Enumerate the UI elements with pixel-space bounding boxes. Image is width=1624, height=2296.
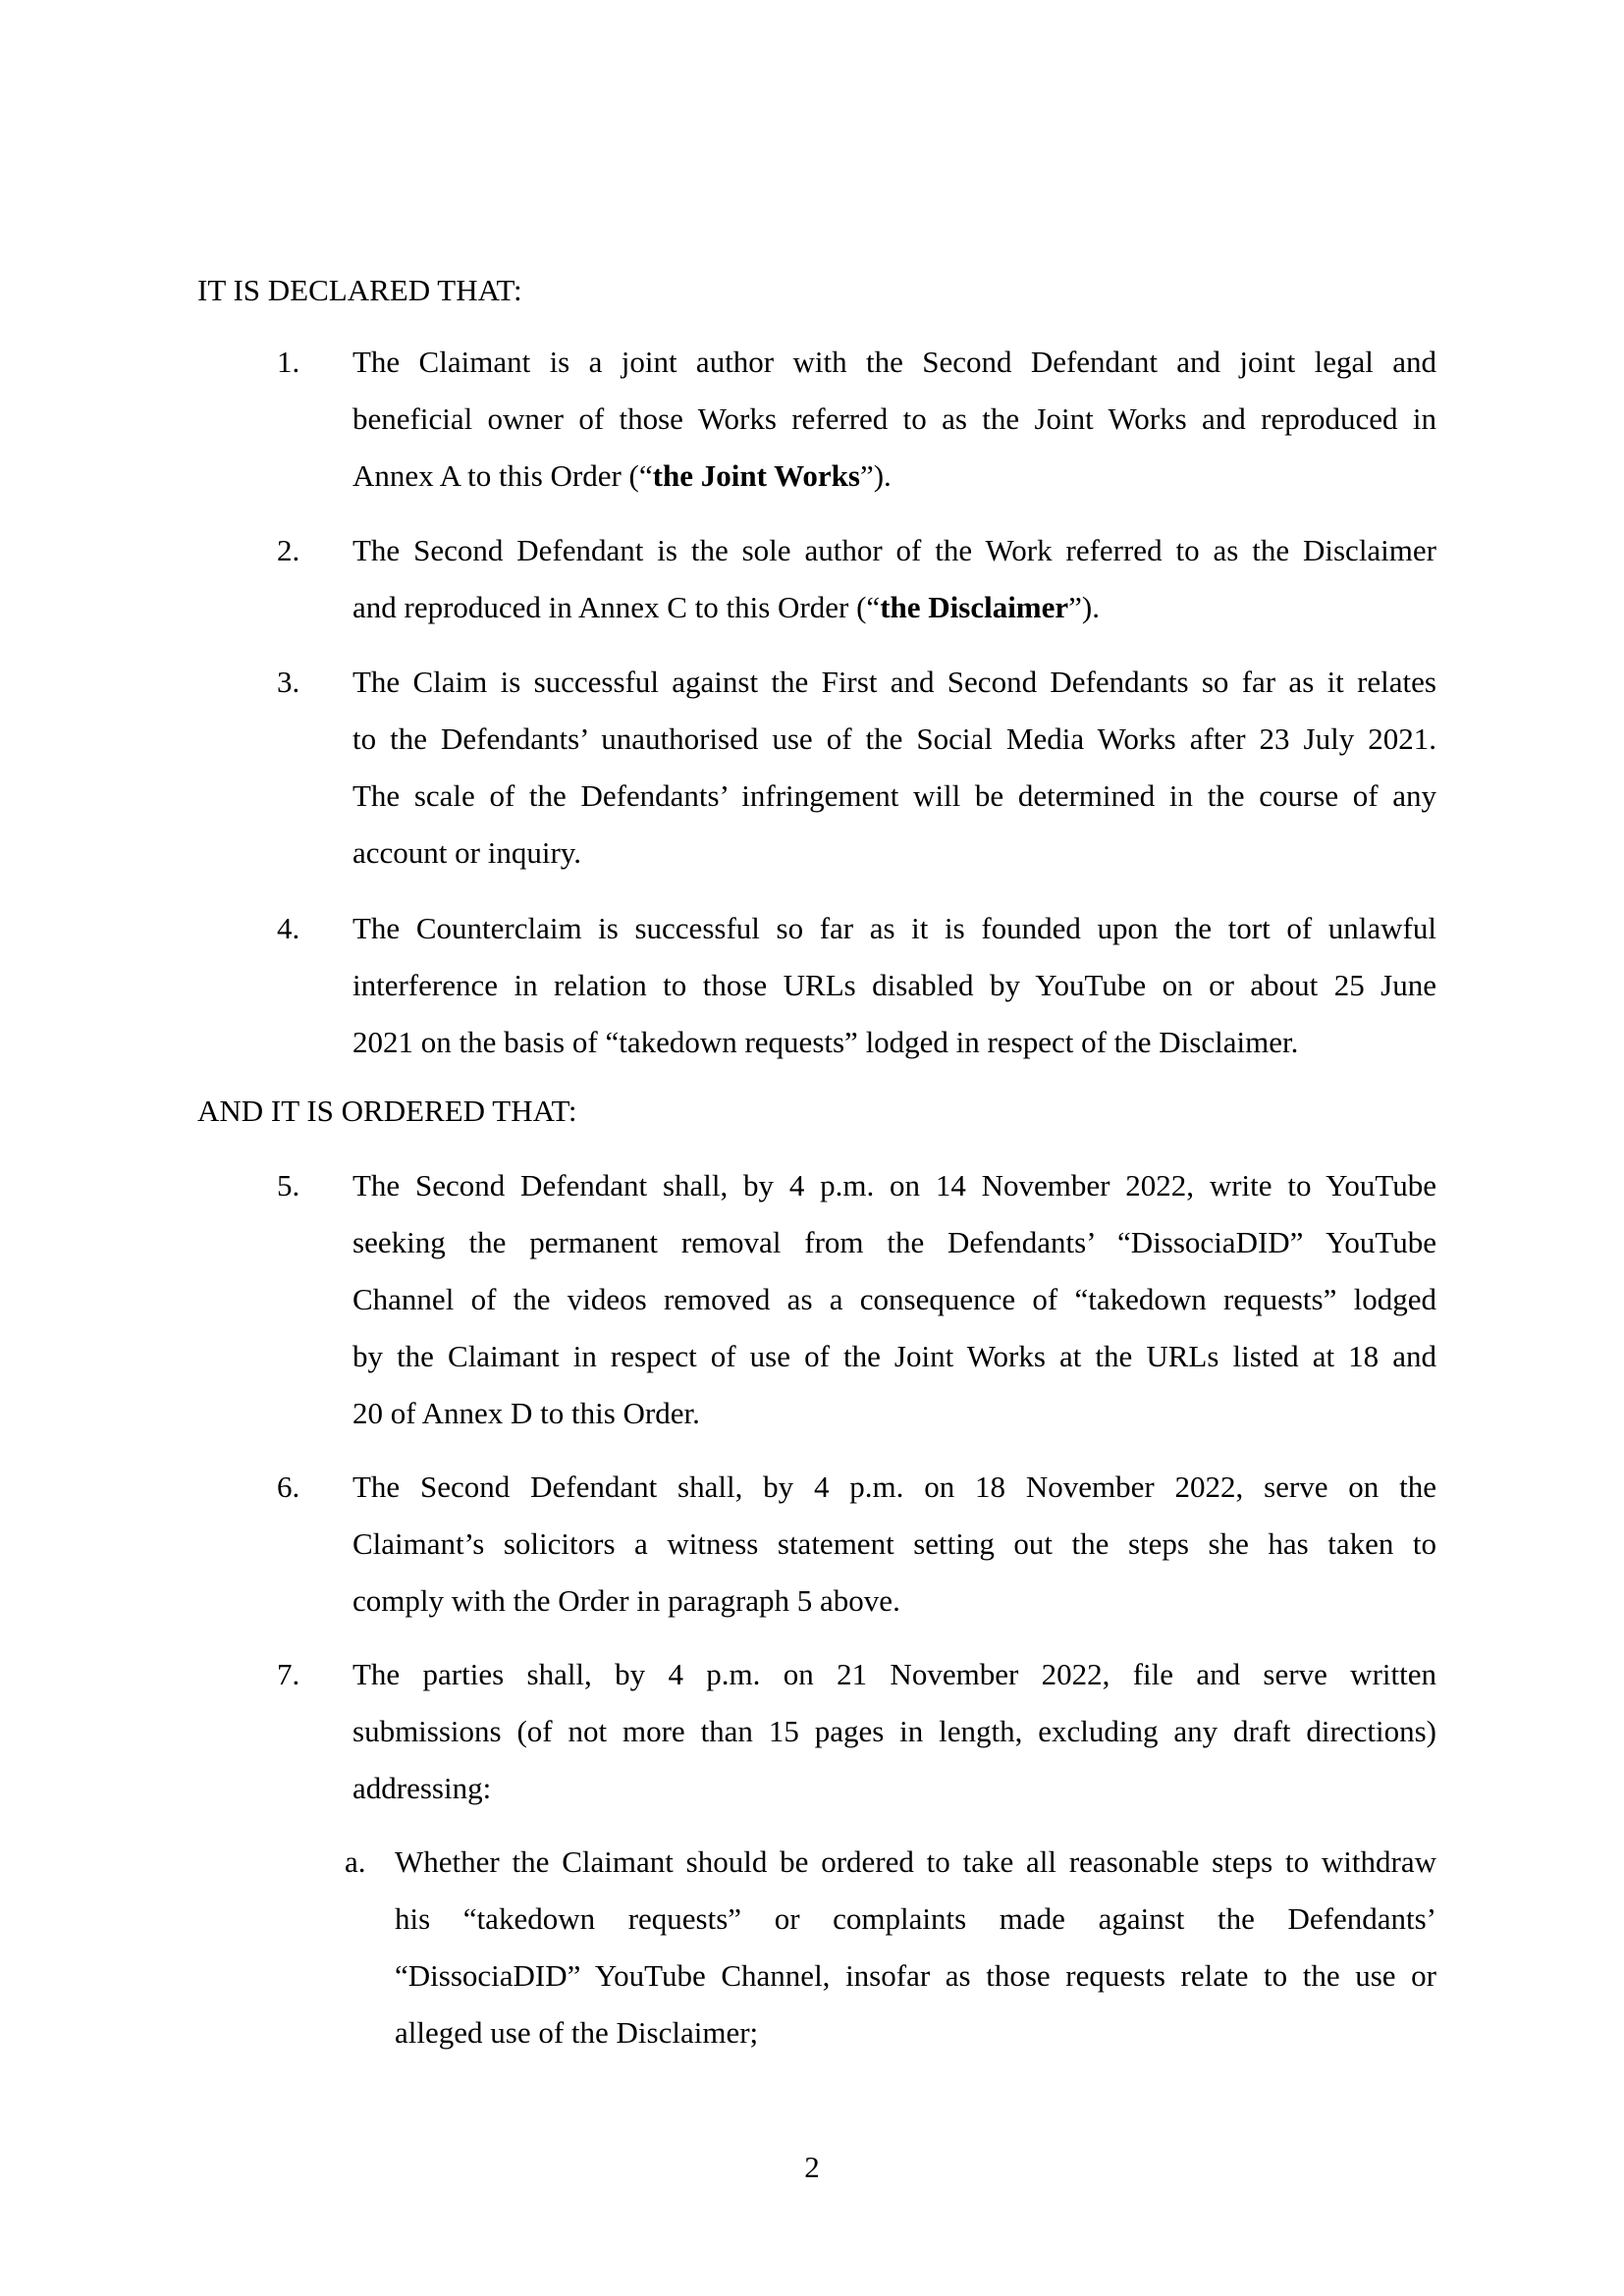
paragraph-3-line-4: account or inquiry. — [352, 835, 581, 870]
paragraph-3-line-3: The scale of the Defendants’ infringement will be determined in the course of any — [352, 778, 1436, 813]
paragraph-4-line-2: interference in relation to those URLs disabled by YouTube on or about 25 June — [352, 968, 1436, 1002]
paragraph-5-line-2: seeking the permanent removal from the Defendants’ “DissociaDID” YouTube — [352, 1225, 1436, 1259]
paragraph-5 — [352, 1157, 1436, 1442]
paragraph-6 — [352, 1459, 1436, 1629]
subparagraph-a-line-2: his “takedown requests” or complaints made against the Defendants’ — [395, 1901, 1436, 1936]
paragraph-2-text: and reproduced in Annex C to this Order (“ — [352, 590, 881, 624]
paragraph-7 — [352, 1646, 1436, 1817]
subparagraph-a — [395, 1834, 1436, 2061]
paragraph-6-line-3: comply with the Order in paragraph 5 above. — [352, 1583, 900, 1618]
subparagraph-a-letter: a. — [345, 1844, 366, 1879]
paragraph-2-line-1: The Second Defendant is the sole author of the Work referred to as the Disclaimer — [352, 533, 1436, 567]
paragraph-5-number: 5. — [277, 1168, 300, 1202]
paragraph-2 — [352, 522, 1436, 636]
paragraph-1-line-3 — [352, 448, 1436, 505]
paragraph-1 — [352, 334, 1436, 505]
paragraph-1-text: Annex A to this Order (“ — [352, 458, 653, 493]
paragraph-4 — [352, 900, 1436, 1071]
paragraph-1-number: 1. — [277, 345, 300, 379]
paragraph-6-number: 6. — [277, 1469, 300, 1504]
defined-term-disclaimer: the Disclaimer — [880, 590, 1069, 624]
paragraph-1-line-1: The Claimant is a joint author with the Second Defendant and joint legal and — [352, 345, 1436, 379]
paragraph-3 — [352, 654, 1436, 881]
paragraph-7-line-2: submissions (of not more than 15 pages in length, excluding any draft directions) — [352, 1714, 1436, 1748]
paragraph-1-text-end: ”). — [859, 458, 892, 493]
paragraph-6-line-2: Claimant’s solicitors a witness statement setting out the steps she has taken to — [352, 1526, 1436, 1561]
paragraph-2-line-2 — [352, 579, 1436, 636]
ordered-heading: AND IT IS ORDERED THAT: — [197, 1094, 577, 1128]
page-number: 2 — [804, 2150, 820, 2184]
subparagraph-a-line-3: “DissociaDID” YouTube Channel, insofar as those requests relate to the use or — [395, 1958, 1436, 1993]
paragraph-4-line-1: The Counterclaim is successful so far as it is founded upon the tort of unlawful — [352, 911, 1436, 945]
paragraph-5-line-4: by the Claimant in respect of use of the Joint Works at the URLs listed at 18 and — [352, 1339, 1436, 1373]
paragraph-6-line-1: The Second Defendant shall, by 4 p.m. on 18 November 2022, serve on the — [352, 1469, 1436, 1504]
declared-heading: IT IS DECLARED THAT: — [197, 273, 522, 307]
paragraph-4-number: 4. — [277, 911, 300, 945]
paragraph-1-line-2: beneficial owner of those Works referred to as the Joint Works and reproduced in — [352, 401, 1436, 436]
paragraph-7-number: 7. — [277, 1657, 300, 1691]
subparagraph-a-line-4: alleged use of the Disclaimer; — [395, 2015, 759, 2050]
paragraph-7-line-1: The parties shall, by 4 p.m. on 21 November 2022, file and serve written — [352, 1657, 1436, 1691]
defined-term-joint-works: the Joint Works — [652, 458, 860, 493]
paragraph-5-line-3: Channel of the videos removed as a consequence of “takedown requests” lodged — [352, 1282, 1436, 1316]
paragraph-4-line-3: 2021 on the basis of “takedown requests” lodged in respect of the Disclaimer. — [352, 1025, 1299, 1059]
subparagraph-a-line-1: Whether the Claimant should be ordered to take all reasonable steps to withdraw — [395, 1844, 1436, 1879]
paragraph-2-number: 2. — [277, 533, 300, 567]
paragraph-2-text-end: ”). — [1068, 590, 1100, 624]
paragraph-3-line-1: The Claim is successful against the First and Second Defendants so far as it relates — [352, 665, 1436, 699]
paragraph-7-line-3: addressing: — [352, 1771, 492, 1805]
paragraph-5-line-5: 20 of Annex D to this Order. — [352, 1396, 700, 1430]
paragraph-3-number: 3. — [277, 665, 300, 699]
paragraph-5-line-1: The Second Defendant shall, by 4 p.m. on 14 November 2022, write to YouTube — [352, 1168, 1436, 1202]
paragraph-3-line-2: to the Defendants’ unauthorised use of the Social Media Works after 23 July 2021. — [352, 721, 1436, 756]
